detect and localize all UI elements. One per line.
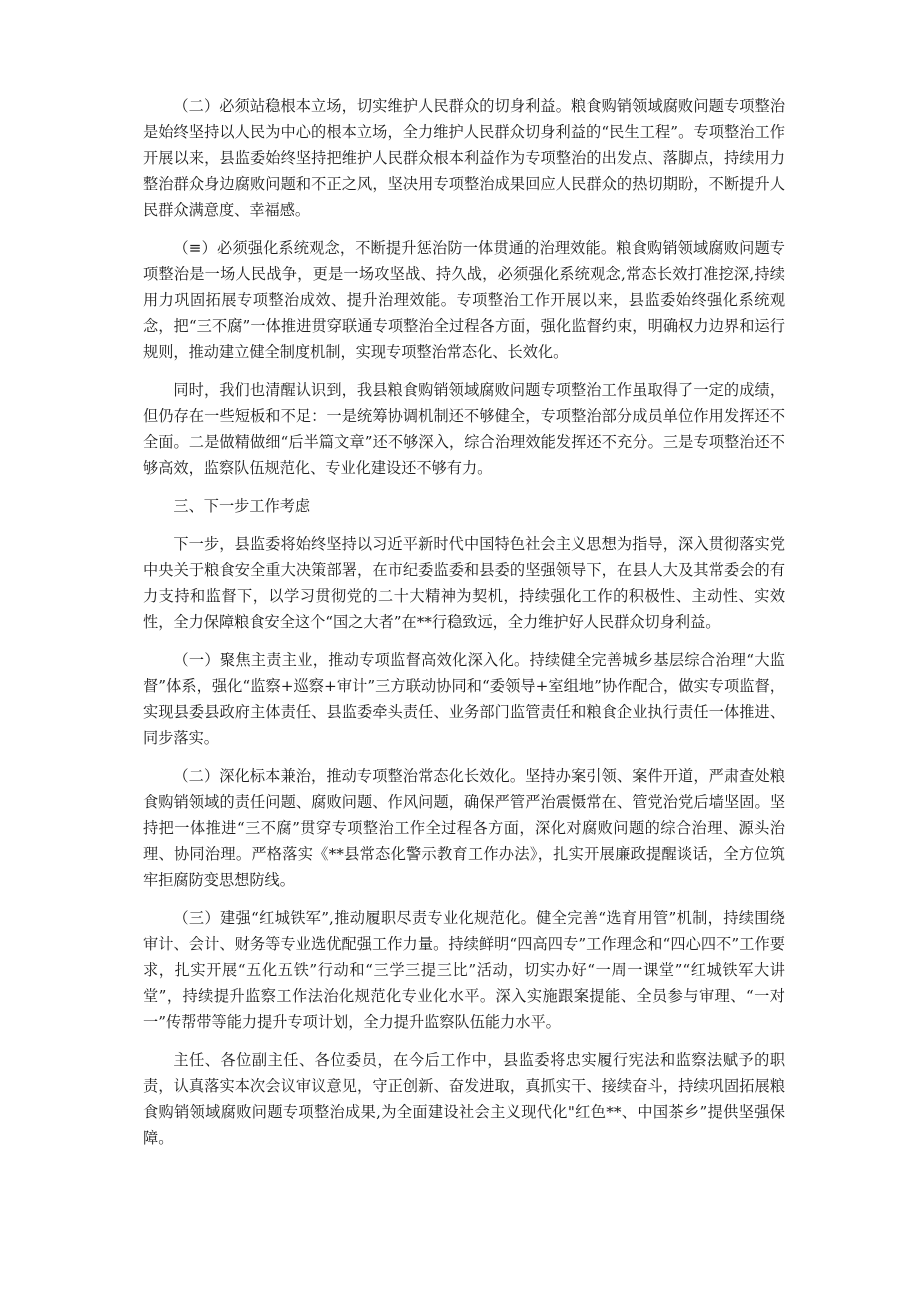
paragraph-measure-one: （一）聚焦主责主业，推动专项监督高效化深入化。持续健全完善城乡基层综合治理“大监督”体系，强化“监察+巡察+审计”三方联动协同和“委领导+室组地”协作配合，做实专项监督，实现县委县政府主体责任、县监委牵头责任、业务部门监管责任和粮食企业执行责任一体推进、同步落实。 — [143, 651, 785, 747]
section-heading-next-steps: 三、下一步工作考虑 — [173, 497, 311, 515]
paragraph-principle-two: （二）必须站稳根本立场，切实维护人民群众的切身利益。粮食购销领域腐败问题专项整治是始终坚持以人民为中心的根本立场，全力维护人民群众切身利益的“民生工程”。专项整治工作开展以来，县监委始终坚持把维护人民群众根本利益作为专项整治的出发点、落脚点，持续用力整治群众身边腐败问题和不正之风，坚决用专项整治成果回应人民群众的热切期盼，不断提升人民群众满意度、幸福感。 — [143, 97, 785, 219]
paragraph-principle-three: （≡）必须强化系统观念，不断提升惩治防一体贯通的治理效能。粮食购销领域腐败问题专项整治是一场人民战争，更是一场攻坚战、持久战，必须强化系统观念,常态长效打准挖深,持续用力巩固拓展专项整治成效、提升治理效能。专项整治工作开展以来，县监委始终强化系统观念，把“三不腐”一体推进贯穿联通专项整治全过程各方面，强化监督约束，明确权力边界和运行规则，推动建立健全制度机制，实现专项整治常态化、长效化。 — [143, 239, 785, 361]
paragraph-shortcomings: 同时，我们也清醒认识到，我县粮食购销领域腐败问题专项整治工作虽取得了一定的成绩，但仍存在一些短板和不足：一是统筹协调机制还不够健全，专项整治部分成员单位作用发挥还不全面。二是做精做细“后半篇文章”还不够深入，综合治理效能发挥还不充分。三是专项整治还不够高效，监察队伍规范化、专业化建设还不够有力。 — [143, 381, 785, 477]
paragraph-next-steps-intro: 下一步，县监委将始终坚持以习近平新时代中国特色社会主义思想为指导，深入贯彻落实党中央关于粮食安全重大决策部署，在市纪委监委和县委的坚强领导下，在县人大及其常委会的有力支持和监督下，以学习贯彻党的二十大精神为契机，持续强化工作的积极性、主动性、实效性，全力保障粮食安全这个“国之大者”在**行稳致远，全力维护好人民群众切身利益。 — [143, 535, 785, 631]
paragraph-measure-three: （三）建强“红城铁军”,推动履职尽责专业化规范化。健全完善“选育用管”机制，持续围绕审计、会计、财务等专业选优配强工作力量。持续鲜明“四高四专”工作理念和“四心四不”工作要求，扎实开展“五化五铁”行动和“三学三提三比”活动，切实办好“一周一课堂”“红城铁军大讲堂”，持续提升监察工作法治化规范化专业化水平。深入实施跟案提能、全员参与审理、“一对一”传帮带等能力提升专项计划，全力提升监察队伍能力水平。 — [143, 909, 785, 1031]
document-page — [143, 93, 785, 1163]
paragraph-closing: 主任、各位副主任、各位委员，在今后工作中，县监委将忠实履行宪法和监察法赋予的职责，认真落实本次会议审议意见，守正创新、奋发进取，真抓实干、接续奋斗，持续巩固拓展粮食购销领域腐败问题专项整治成果,为全面建设社会主义现代化"红色**、中国茶乡”提供坚强保障。 — [143, 1051, 785, 1147]
paragraph-measure-two: （二）深化标本兼治，推动专项整治常态化长效化。坚持办案引领、案件开道，严肃查处粮食购销领域的责任问题、腐败问题、作风问题，确保严管严治震慑常在、管党治党后墙坚固。坚持把一体推进“三不腐”贯穿专项整治工作全过程各方面，深化对腐败问题的综合治理、源头治理、协同治理。严格落实《**县常态化警示教育工作办法》，扎实开展廉政提醒谈话，全方位筑牢拒腐防变思想防线。 — [143, 767, 785, 889]
